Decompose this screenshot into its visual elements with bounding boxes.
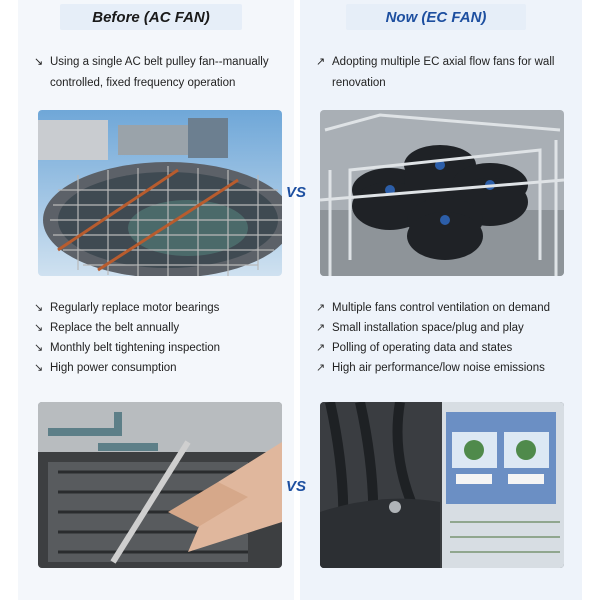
ec-control-panel-photo — [320, 402, 564, 568]
arrow-down-right-icon: ↘ — [34, 362, 44, 374]
list-item: ↘ Monthly belt tightening inspection — [34, 338, 284, 358]
list-item: ↘ Replace the belt annually — [34, 318, 284, 338]
arrow-down-right-icon: ↘ — [34, 56, 44, 68]
list-item: ↘ High power consumption — [34, 358, 284, 378]
arrow-up-right-icon: ↗ — [316, 302, 326, 314]
list-item: ↗ Small installation space/plug and play — [316, 318, 578, 338]
arrow-up-right-icon: ↗ — [316, 56, 326, 68]
before-intro-text: Using a single AC belt pulley fan--manually controlled, fixed frequency operation — [50, 56, 269, 89]
before-header: Before (AC FAN) — [60, 4, 242, 30]
list-item: ↗ Polling of operating data and states — [316, 338, 578, 358]
now-bullet-list — [316, 298, 578, 378]
vs-label-top: VS — [285, 184, 306, 201]
now-intro-text: Adopting multiple EC axial flow fans for wall renovation — [332, 56, 555, 89]
arrow-up-right-icon: ↗ — [316, 362, 326, 374]
arrow-down-right-icon: ↘ — [34, 342, 44, 354]
now-header: Now (EC FAN) — [346, 4, 526, 30]
arrow-down-right-icon: ↘ — [34, 302, 44, 314]
list-item: ↘ Regularly replace motor bearings — [34, 298, 284, 318]
ec-fan-array-photo — [320, 110, 564, 276]
list-item: ↗ Multiple fans control ventilation on demand — [316, 298, 578, 318]
ac-fan-cooling-tower-photo — [38, 110, 282, 276]
belt-inspection-photo — [38, 402, 282, 568]
arrow-up-right-icon: ↗ — [316, 322, 326, 334]
before-bullet-list — [34, 298, 284, 378]
now-intro — [316, 52, 582, 94]
arrow-up-right-icon: ↗ — [316, 342, 326, 354]
before-intro — [34, 52, 296, 94]
vs-label-bottom: VS — [285, 478, 306, 495]
list-item: ↗ High air performance/low noise emissions — [316, 358, 578, 378]
arrow-down-right-icon: ↘ — [34, 322, 44, 334]
